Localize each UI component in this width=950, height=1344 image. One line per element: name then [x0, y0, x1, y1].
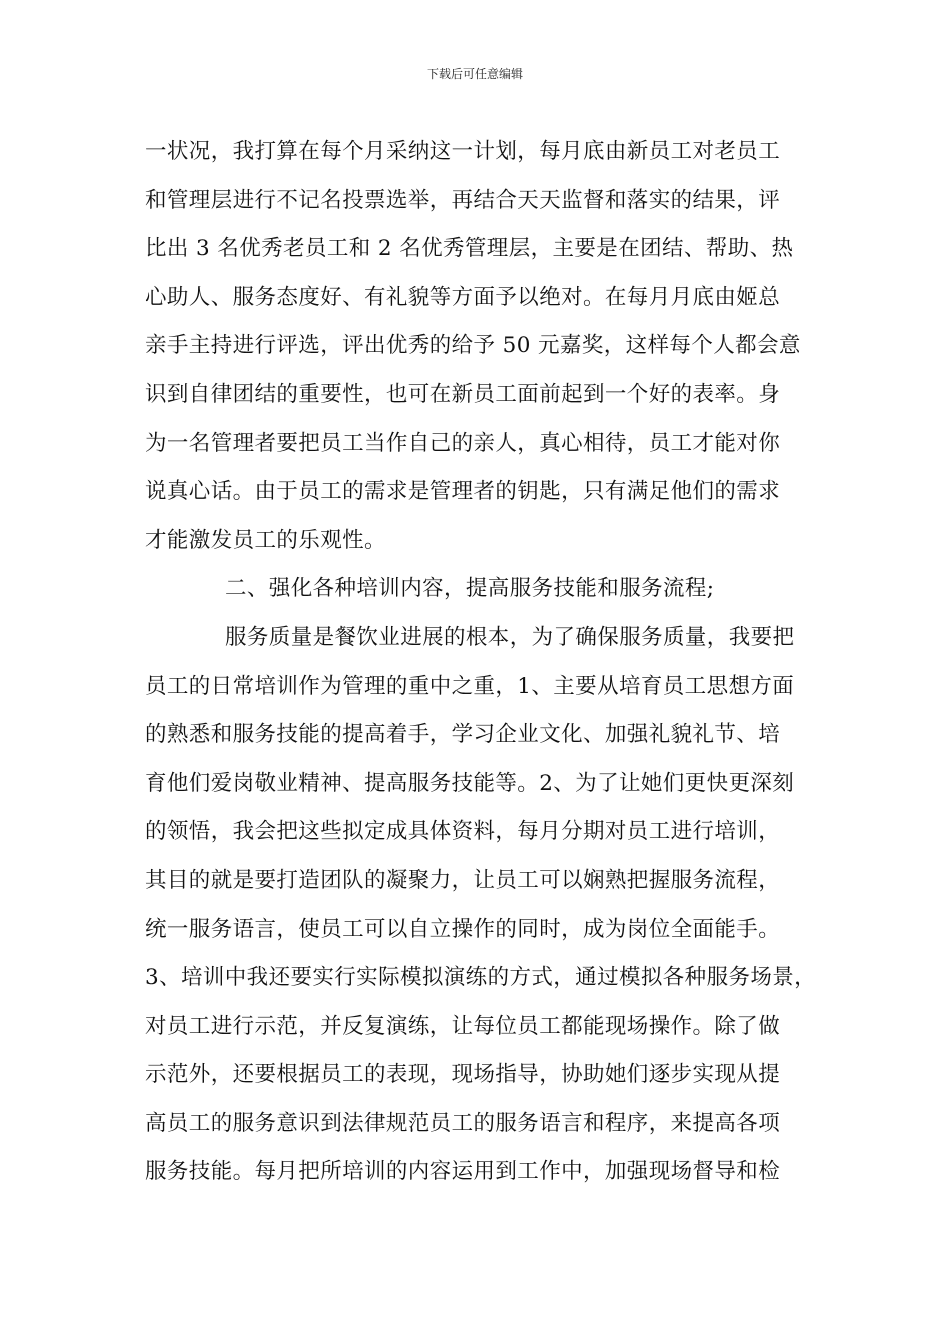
text-line: 说真心话。由于员工的需求是管理者的钥匙，只有满足他们的需求	[145, 479, 781, 505]
text-line: 服务技能。每月把所培训的内容运用到工作中，加强现场督导和检	[145, 1159, 781, 1185]
text-line: 其目的就是要打造团队的凝聚力，让员工可以娴熟把握服务流程，	[145, 867, 781, 893]
text-line: 育他们爱岗敬业精神、提高服务技能等。2、为了让她们更快更深刻	[145, 770, 795, 796]
paragraph-first-line: 服务质量是餐饮业进展的根本，为了确保服务质量，我要把	[225, 624, 795, 650]
text-line: 识到自律团结的重要性，也可在新员工面前起到一个好的表率。身	[145, 381, 781, 407]
text-line: 的领悟，我会把这些拟定成具体资料，每月分期对员工进行培训，	[145, 819, 781, 845]
text-line: 统一服务语言，使员工可以自立操作的同时，成为岗位全面能手。	[145, 916, 781, 942]
text-line: 一状况，我打算在每个月采纳这一计划，每月底由新员工对老员工	[145, 139, 781, 164]
text-line: 心助人、服务态度好、有礼貌等方面予以绝对。在每月月底由姬总	[145, 284, 781, 310]
paragraph-first-line: 二、强化各种培训内容，提高服务技能和服务流程;	[225, 576, 715, 602]
page-header: 下载后可任意编辑	[426, 67, 523, 81]
text-line: 才能激发员工的乐观性。	[145, 527, 386, 553]
text-line: 示范外，还要根据员工的表现，现场指导，协助她们逐步实现从提	[145, 1062, 781, 1088]
text-line: 高员工的服务意识到法律规范员工的服务语言和程序，来提高各项	[145, 1110, 781, 1136]
text-line: 的熟悉和服务技能的提高着手，学习企业文化、加强礼貌礼节、培	[145, 722, 781, 748]
text-line: 对员工进行示范，并反复演练，让每位员工都能现场操作。除了做	[145, 1013, 781, 1039]
text-line: 亲手主持进行评选，评出优秀的给予 50 元嘉奖，这样每个人都会意	[145, 333, 801, 359]
text-line: 比出 3 名优秀老员工和 2 名优秀管理层，主要是在团结、帮助、热	[145, 236, 794, 262]
text-line: 3、培训中我还要实行实际模拟演练的方式，通过模拟各种服务场景，	[145, 965, 817, 991]
text-line: 为一名管理者要把员工当作自己的亲人，真心相待，员工才能对你	[145, 430, 781, 456]
document-body	[145, 128, 825, 1197]
text-line: 员工的日常培训作为管理的重中之重，1、主要从培育员工思想方面	[145, 673, 795, 699]
text-line: 和管理层进行不记名投票选举，再结合天天监督和落实的结果，评	[145, 187, 781, 213]
